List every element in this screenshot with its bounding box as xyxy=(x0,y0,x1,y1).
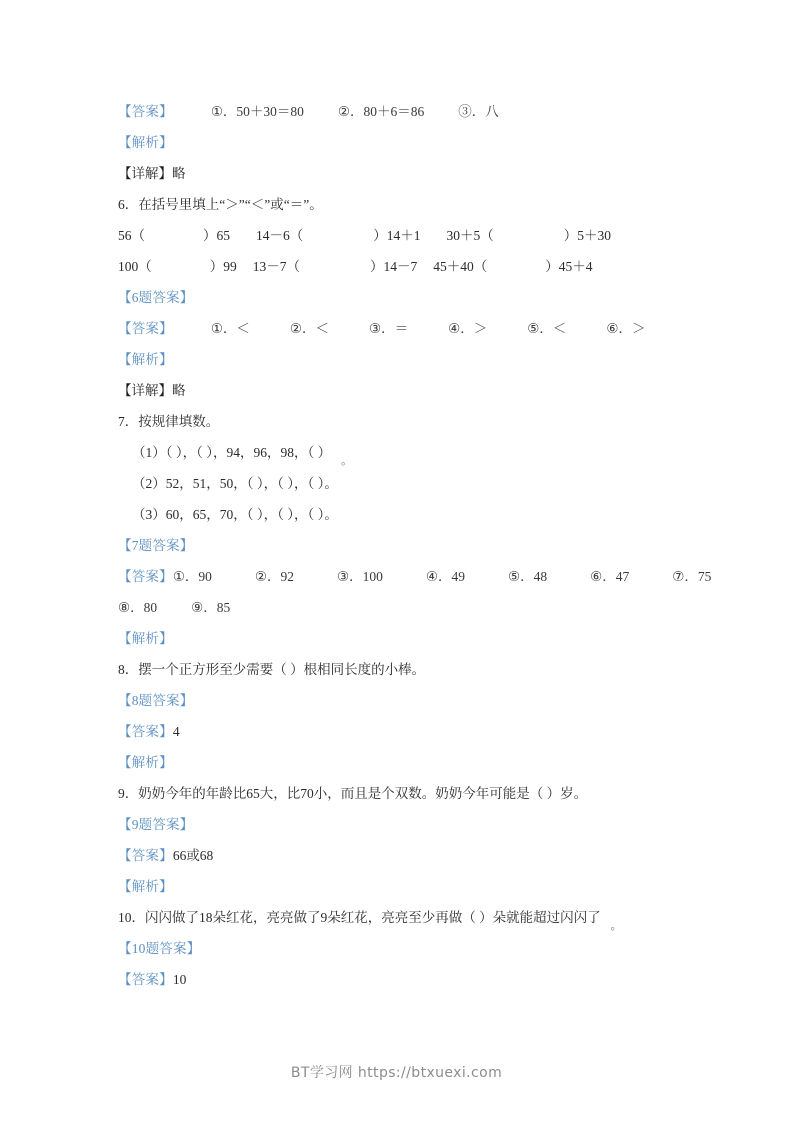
q6-cell-left: 100（ xyxy=(118,259,152,274)
q6-cell-right: ）5＋30 xyxy=(563,228,611,243)
q6-cell-right: ）14＋1 xyxy=(373,228,421,243)
q6-answer-line xyxy=(118,313,697,344)
q10-stem-text: 10．闪闪做了18朵红花，亮亮做了9朵红花，亮亮至少再做（ ）朵就能超过闪闪了 xyxy=(118,910,601,925)
q6-cell-right: ）99 xyxy=(209,259,237,274)
q5-analysis-line xyxy=(118,127,697,158)
q9-answer-value: 66或68 xyxy=(172,848,214,863)
q7-sub-item-text: （3）60，65，70，（ ），（ ），（ ）。 xyxy=(132,507,338,522)
q8-stem xyxy=(118,654,697,685)
q9-answer-header-label: 【9题答案】 xyxy=(118,817,194,832)
q7-sub-item-text: （2）52，51，50，（ ），（ ），（ ）。 xyxy=(132,476,338,491)
answer-item: ②．＜ xyxy=(289,321,330,336)
answer-item: ⑥．47 xyxy=(590,569,630,584)
answer-item: ④．49 xyxy=(425,569,465,584)
answer-label: 【答案】 xyxy=(118,724,173,739)
answer-item: ①．50＋30＝80 xyxy=(210,104,304,119)
detail-label: 【详解】 xyxy=(118,383,172,398)
analysis-label: 【解析】 xyxy=(118,755,173,770)
q6-stem xyxy=(118,189,697,220)
answer-item: ⑦．75 xyxy=(672,569,712,584)
answer-item: ①．＜ xyxy=(210,321,250,336)
q8-answer-header xyxy=(118,685,697,716)
q9-answer-header xyxy=(118,809,697,840)
q7-sub-item-3 xyxy=(118,499,697,530)
period-glyph: 。 xyxy=(610,920,622,932)
answer-item: ⑧．80 xyxy=(118,600,158,615)
q8-answer-value: 4 xyxy=(172,724,180,739)
q5-answer-items xyxy=(211,96,533,127)
q7-stem xyxy=(118,406,697,437)
q6-answer-header-label: 【6题答案】 xyxy=(118,290,194,305)
q7-analysis-line xyxy=(118,623,697,654)
q7-stem-text: 7．按规律填数。 xyxy=(118,414,220,429)
answer-item: ⑤．＜ xyxy=(527,321,567,336)
period-glyph: 。 xyxy=(341,455,353,467)
q6-cell-left: 14－6（ xyxy=(256,228,304,243)
analysis-label: 【解析】 xyxy=(118,879,173,894)
answer-label: 【答案】 xyxy=(118,569,173,584)
q10-answer-line xyxy=(118,964,697,995)
q5-answer-line xyxy=(118,96,697,127)
analysis-label: 【解析】 xyxy=(118,631,173,646)
q7-sub-item-2 xyxy=(118,468,697,499)
q6-cell-right: ）65 xyxy=(203,228,230,243)
q6-cell-left: 13－7（ xyxy=(252,259,300,274)
footer-watermark: BT学习网 https://btxuexi.com xyxy=(290,1065,503,1081)
answer-item: ⑥．＞ xyxy=(606,321,646,336)
q8-answer-line xyxy=(118,716,697,747)
q5-detail-line xyxy=(118,158,697,189)
answer-label: 【答案】 xyxy=(118,321,173,336)
q9-stem xyxy=(118,778,697,809)
q6-analysis-line xyxy=(118,344,697,375)
q6-cell-left: 45＋40（ xyxy=(433,259,488,274)
q8-stem-text: 8．摆一个正方形至少需要（ ）根相同长度的小棒。 xyxy=(118,662,426,677)
analysis-label: 【解析】 xyxy=(118,352,173,367)
q10-answer-header-label: 【10题答案】 xyxy=(118,941,201,956)
q6-stem-text: 6．在括号里填上“＞”“＜”或“＝”。 xyxy=(118,197,323,212)
answer-label: 【答案】 xyxy=(118,104,173,119)
answer-item: ④．＞ xyxy=(448,321,488,336)
answer-item: ③．八 xyxy=(458,104,499,119)
q9-analysis-line xyxy=(118,871,697,902)
q6-detail-line xyxy=(118,375,697,406)
answer-item: ①．90 xyxy=(172,569,212,584)
q6-compare-row-2 xyxy=(118,251,697,282)
answer-item: ⑤．48 xyxy=(508,569,548,584)
q10-stem xyxy=(118,902,697,933)
answer-item: ⑨．85 xyxy=(191,600,231,615)
q7-answer-line-2 xyxy=(118,592,697,623)
q7-answer-line-1 xyxy=(118,561,712,592)
answer-item: ③．100 xyxy=(337,569,383,584)
q6-cell-right: ）45＋4 xyxy=(545,259,593,274)
q7-answer-header-label: 【7题答案】 xyxy=(118,538,194,553)
answer-label: 【答案】 xyxy=(118,848,173,863)
q6-cell-right: ）14－7 xyxy=(370,259,418,274)
q7-answer-items-row1 xyxy=(173,561,755,592)
q10-answer-value: 10 xyxy=(172,972,187,987)
analysis-label: 【解析】 xyxy=(118,135,173,150)
q7-answer-header xyxy=(118,530,697,561)
q8-analysis-line xyxy=(118,747,697,778)
q7-answer-items-row2 xyxy=(118,592,264,623)
q6-answer-items xyxy=(211,313,686,344)
answer-label: 【答案】 xyxy=(118,972,173,987)
q7-sub-item-1 xyxy=(118,437,697,468)
q6-cell-left: 56（ xyxy=(118,228,145,243)
answer-item: ②．92 xyxy=(254,569,295,584)
answer-item: ③．＝ xyxy=(369,321,409,336)
q6-answer-header xyxy=(118,282,697,313)
q6-cell-left: 30＋5（ xyxy=(446,228,494,243)
q8-answer-header-label: 【8题答案】 xyxy=(118,693,194,708)
detail-label: 【详解】 xyxy=(118,166,172,181)
q7-sub-item-text: （1）（ ），（ ），94，96，98，（ ） xyxy=(132,445,332,460)
detail-value: 略 xyxy=(172,166,186,181)
q6-compare-row-1 xyxy=(118,220,697,251)
answer-item: ②．80＋6＝86 xyxy=(337,104,425,119)
detail-value: 略 xyxy=(172,383,186,398)
q9-answer-line xyxy=(118,840,697,871)
q9-stem-text: 9．奶奶今年的年龄比65大，比70小，而且是个双数。奶奶今年可能是（ ）岁。 xyxy=(118,786,588,801)
